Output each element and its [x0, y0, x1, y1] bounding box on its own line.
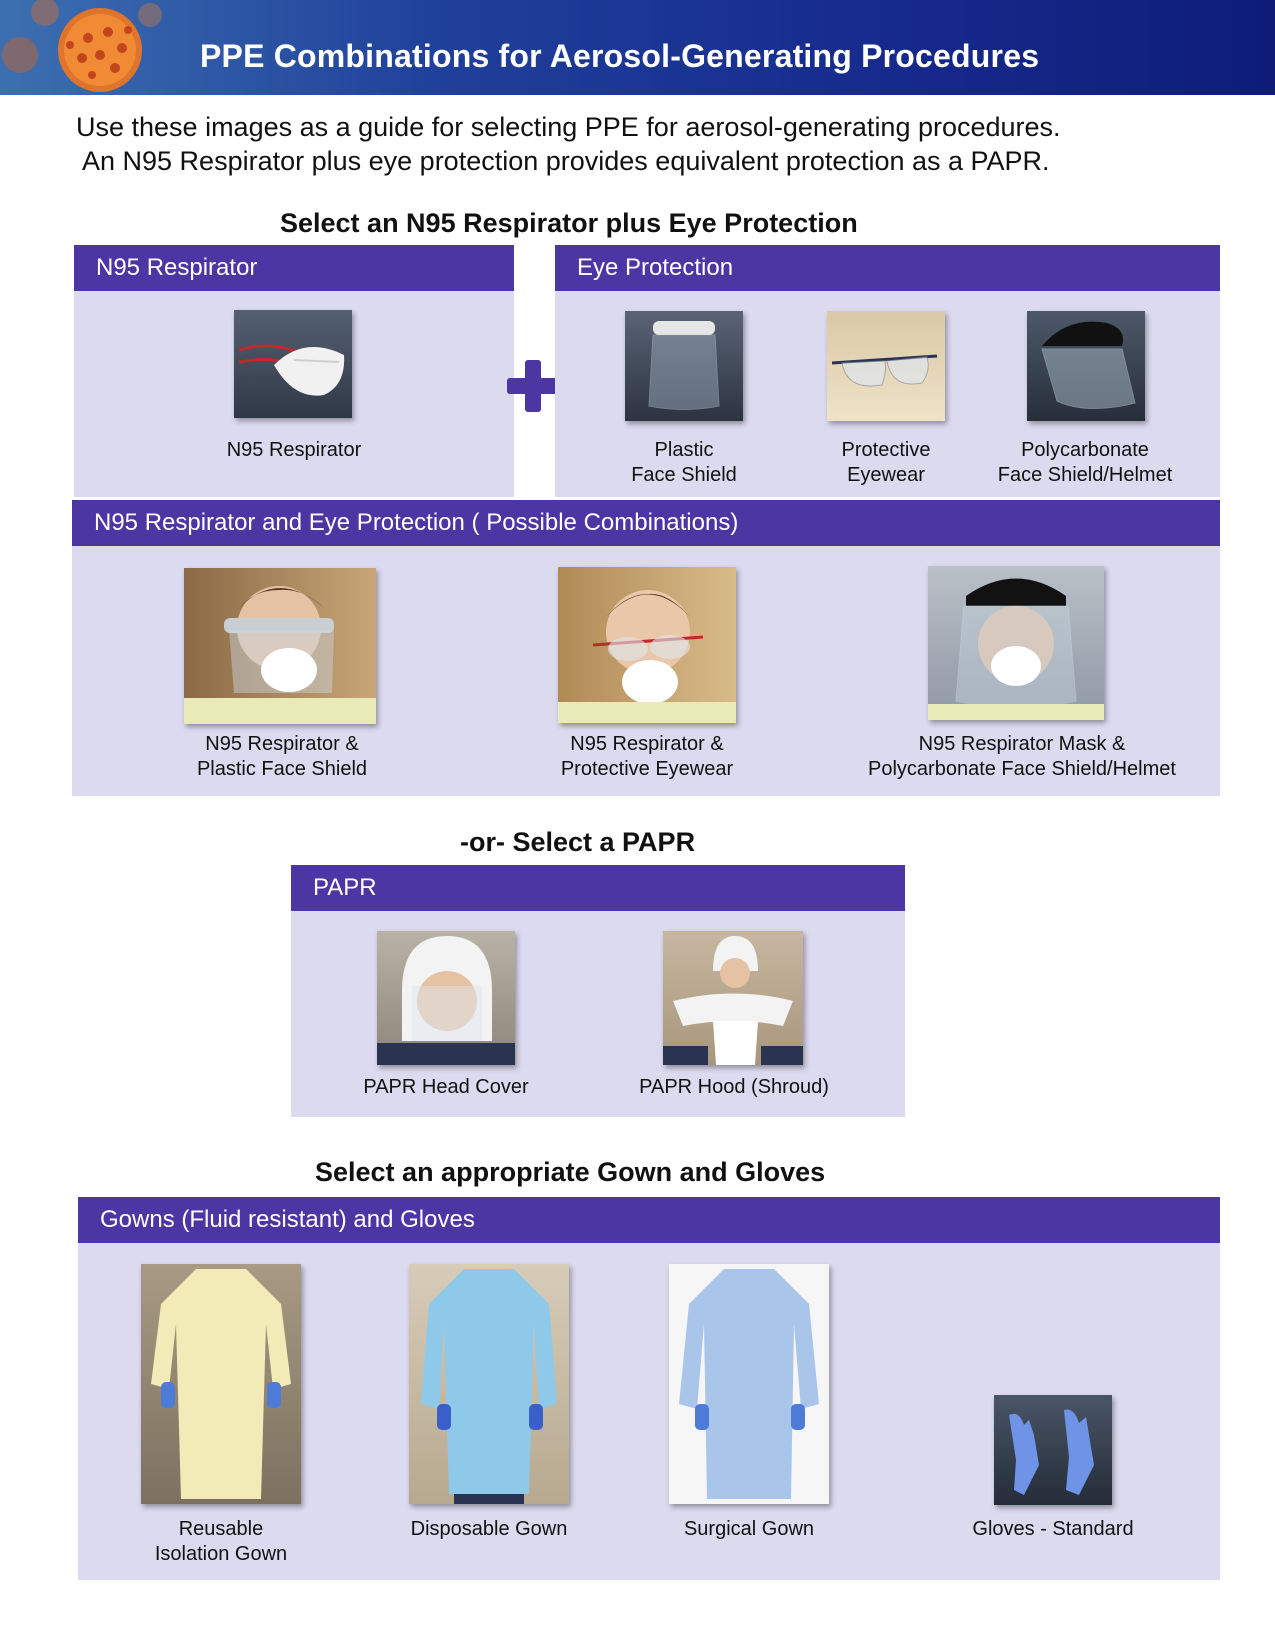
- combinations-header: N95 Respirator and Eye Protection ( Possible Combinations): [72, 500, 1220, 546]
- n95-caption: N95 Respirator: [226, 439, 362, 461]
- intro-text: [76, 110, 1061, 178]
- polycarbonate-face-shield-caption: Polycarbonate Face Shield/Helmet: [997, 439, 1173, 486]
- n95-face-shield-caption: N95 Respirator & Plastic Face Shield: [196, 733, 368, 780]
- papr-head-cover-photo: [377, 931, 515, 1065]
- gloves-photo: [994, 1395, 1112, 1505]
- surgical-gown-photo: [669, 1264, 829, 1504]
- section-heading-gowns: Select an appropriate Gown and Gloves: [315, 1157, 826, 1187]
- plus-icon: [505, 358, 561, 414]
- papr-panel: [291, 865, 905, 1117]
- papr-hood-caption: PAPR Hood (Shroud): [639, 1076, 829, 1098]
- n95-respirator-image: [234, 310, 352, 418]
- papr-hood-photo: [663, 931, 803, 1065]
- eye-protection-panel: [555, 245, 1220, 497]
- gloves-caption: Gloves - Standard: [972, 1518, 1134, 1540]
- n95-polycarbonate-caption: N95 Respirator Mask & Polycarbonate Face Shield/Helmet: [868, 733, 1176, 780]
- gowns-panel: [78, 1197, 1220, 1580]
- n95-panel-header: N95 Respirator: [74, 245, 514, 291]
- coronavirus-icon: [0, 0, 200, 95]
- polycarbonate-face-shield-image: [1027, 311, 1145, 421]
- disposable-gown-caption: Disposable Gown: [410, 1518, 568, 1540]
- n95-panel: [74, 245, 514, 497]
- intro-line-1: Use these images as a guide for selecting PPE for aerosol-generating procedures.: [76, 112, 1061, 142]
- protective-eyewear-image: [827, 311, 945, 421]
- eye-protection-header: Eye Protection: [555, 245, 1220, 291]
- n95-polycarbonate-photo: [928, 566, 1104, 720]
- plastic-face-shield-image: [625, 311, 743, 421]
- protective-eyewear-caption: Protective Eyewear: [841, 439, 931, 486]
- reusable-gown-photo: [141, 1264, 301, 1504]
- papr-head-cover-caption: PAPR Head Cover: [363, 1076, 529, 1098]
- n95-eyewear-photo: [558, 567, 736, 723]
- surgical-gown-caption: Surgical Gown: [683, 1518, 815, 1540]
- plastic-face-shield-caption: Plastic Face Shield: [631, 439, 737, 486]
- reusable-gown-caption: Reusable Isolation Gown: [154, 1518, 288, 1565]
- papr-header: PAPR: [291, 865, 905, 911]
- disposable-gown-photo: [409, 1264, 569, 1504]
- section-heading-papr: -or- Select a PAPR: [460, 827, 696, 857]
- n95-eyewear-caption: N95 Respirator & Protective Eyewear: [560, 733, 734, 780]
- gowns-header: Gowns (Fluid resistant) and Gloves: [78, 1197, 1220, 1243]
- title-banner: [0, 0, 1275, 95]
- intro-line-2: An N95 Respirator plus eye protection provides equivalent protection as a PAPR.: [82, 146, 1050, 176]
- n95-face-shield-photo: [184, 568, 376, 724]
- section-heading-n95-eye: Select an N95 Respirator plus Eye Protection: [280, 208, 858, 238]
- page-title: PPE Combinations for Aerosol-Generating Procedures: [200, 38, 1040, 74]
- combinations-panel: [72, 500, 1220, 796]
